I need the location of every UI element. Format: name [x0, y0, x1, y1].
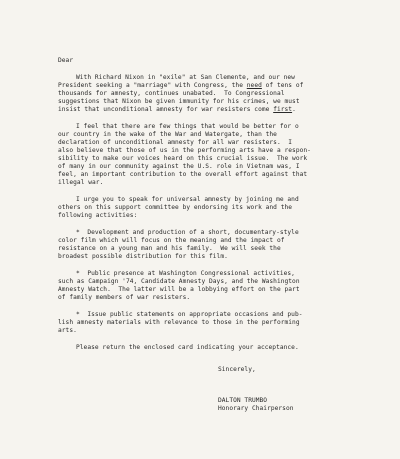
p1-line-5: insist that unconditional amnesty for war resisters come first.	[58, 106, 296, 113]
salutation: Dear	[58, 57, 74, 64]
bullet1-line-3: resistance on a young man and his family. We will seek the	[58, 245, 281, 252]
p2-line-1: I feel that there are few things that would be better for o	[76, 123, 299, 130]
bullet3-line-2: lish amnesty materials with relevance to those in the performing	[58, 319, 300, 326]
p1-line-3: thousands for amnesty, continues unabated. To Congressional	[58, 90, 285, 97]
bullet2-line-4: of family members of war resisters.	[58, 294, 191, 301]
bullet1-line-1: * Development and production of a short, documentary-style	[76, 229, 299, 236]
p3-line-1: I urge you to speak for universal amnesty by joining me and	[76, 196, 299, 203]
p3-line-3: following activities:	[58, 212, 138, 219]
underlined-need: need	[246, 82, 262, 89]
signoff: Sincerely,	[218, 366, 256, 373]
signer-name: DALTON TRUMBO	[218, 397, 268, 404]
p1-line-4: suggestions that Nixon be given immunity for his crimes, we must	[58, 98, 300, 105]
p1-line-2: President seeking a "marriage" with Congress, the need of tens of	[58, 82, 304, 89]
p3-line-2: others on this support committee by endorsing its work and the	[58, 204, 293, 211]
underlined-first: first	[273, 106, 293, 113]
bullet2-line-2: such as Campaign '74, Candidate Amnesty Days, and the Washington	[58, 278, 300, 285]
p2-line-2: our country in the wake of the War and Watergate, than the	[58, 131, 277, 138]
p2-line-6: of many in our community against the U.S. role in Vietnam was, I	[58, 163, 300, 170]
p1-line-1: With Richard Nixon in "exile" at San Clemente, and our new	[76, 74, 295, 81]
bullet3-line-3: arts.	[58, 327, 77, 334]
bullet3-line-1: * Issue public statements on appropriate occasions and pub-	[76, 311, 303, 318]
bullet2-line-1: * Public presence at Washington Congressional activities,	[76, 270, 295, 277]
p2-line-3: declaration of unconditional amnesty for all war resisters. I	[58, 139, 293, 146]
signer-title: Honorary Chairperson	[218, 405, 294, 412]
bullet1-line-2: color film which will focus on the meaning and the impact of	[58, 237, 285, 244]
bullet2-line-3: Amnesty Watch. The latter will be a lobbying effort on the part	[58, 286, 300, 293]
p2-line-8: illegal war.	[58, 179, 104, 186]
closing-request: Please return the enclosed card indicating your acceptance.	[76, 344, 299, 351]
p2-line-5: sibility to make our voices heard on this crucial issue. The work	[58, 155, 308, 162]
p2-line-4: also believe that those of us in the performing arts have a respon-	[58, 147, 311, 154]
p2-line-7: feel, an important contribution to the overall effort against that	[58, 171, 308, 178]
bullet1-line-4: broadest possible distribution for this film.	[58, 253, 228, 260]
